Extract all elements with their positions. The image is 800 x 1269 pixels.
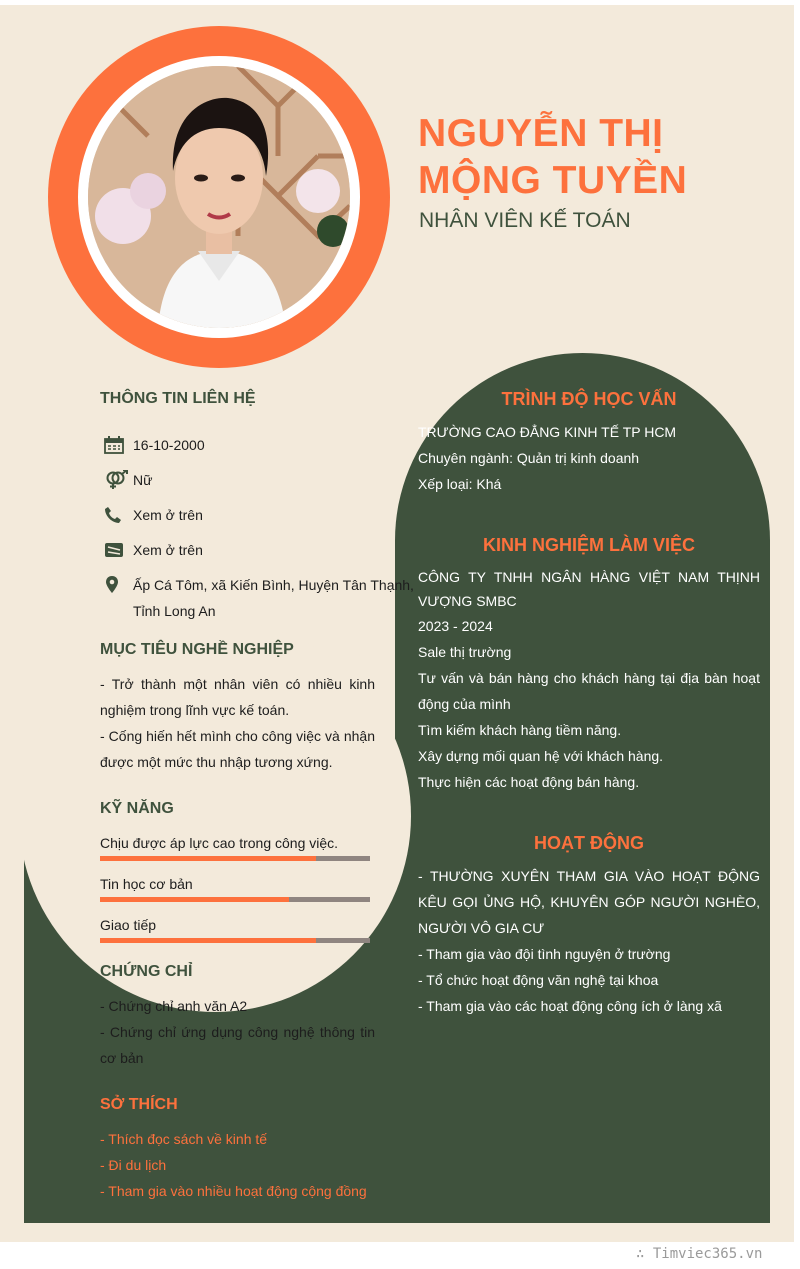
footer-watermark[interactable]: ∴ Timviec365.vn [636, 1246, 763, 1262]
objective-line: - Cống hiến hết mình cho công việc và nhận được một mức thu nhập tương xứng. [100, 728, 375, 770]
hobby-item: - Thích đọc sách về kinh tế [100, 1131, 268, 1147]
email-icon [104, 540, 128, 560]
skill-label: Chịu được áp lực cao trong công việc. [100, 835, 339, 851]
skills-heading: KỸ NĂNG [100, 800, 174, 817]
objective-heading: MỤC TIÊU NGHỀ NGHIỆP [100, 641, 294, 658]
education-major: Chuyên ngành: Quản trị kinh doanh [418, 450, 640, 466]
experience-task: Xây dựng mối quan hệ với khách hàng. [418, 748, 664, 764]
education-school: TRƯỜNG CAO ĐẲNG KINH TẾ TP HCM [418, 424, 677, 440]
hobbies-text [100, 1126, 400, 1204]
contact-birthday [104, 435, 205, 458]
experience-details [418, 613, 760, 795]
candidate-name-line1: NGUYỄN THỊ [418, 112, 664, 155]
certificates-text [100, 993, 375, 1071]
skill-label: Tin học cơ bản [100, 876, 193, 892]
candidate-name-line2: MỘNG TUYỀN [418, 159, 688, 202]
job-title: NHÂN VIÊN KẾ TOÁN [419, 209, 631, 232]
experience-task: Thực hiện các hoạt động bán hàng. [418, 774, 640, 790]
activities-heading: HOẠT ĐỘNG [534, 833, 644, 853]
certificate-item: - Chứng chỉ anh văn A2 [100, 998, 248, 1014]
activity-item: - Tham gia vào đội tình nguyện ở trường [418, 946, 671, 962]
gender-text: Nữ [133, 472, 153, 488]
activity-item: - Tham gia vào các hoạt động công ích ở làng xã [418, 998, 722, 1014]
skill-bar-fill [100, 897, 289, 902]
education-heading: TRÌNH ĐỘ HỌC VẤN [501, 389, 677, 409]
contact-phone [104, 505, 203, 528]
experience-role: Sale thị trường [418, 644, 512, 660]
education-grade: Xếp loại: Khá [418, 476, 502, 492]
hobbies-heading: SỞ THÍCH [100, 1096, 178, 1113]
skill-bar [100, 856, 370, 861]
calendar-icon [104, 435, 128, 455]
experience-company: CÔNG TY TNHH NGÂN HÀNG VIỆT NAM THỊNH VƯỢNG SMBC [418, 569, 760, 609]
phone-icon [104, 505, 128, 525]
skill-bar [100, 938, 370, 943]
objective-text [100, 671, 375, 775]
skill-bar [100, 897, 370, 902]
contact-gender [104, 470, 152, 493]
skill-bar-fill [100, 856, 316, 861]
gender-icon [104, 470, 128, 490]
experience-heading: KINH NGHIỆM LÀM VIỆC [482, 535, 695, 555]
address-line1: Ấp Cá Tôm, xã Kiến Bình, Huyện Tân Thạnh, [133, 577, 414, 593]
location-pin-icon [104, 575, 128, 595]
certificates-heading: CHỨNG CHỈ [100, 963, 193, 980]
activity-item: - THƯỜNG XUYÊN THAM GIA VÀO HOẠT ĐỘNG KÊU GỌI ỦNG HỘ, KHUYÊN GÓP NGƯỜI NGHÈO, NGƯỜI VÔ GIA CƯ [418, 868, 760, 936]
activity-item: - Tổ chức hoạt động văn nghệ tại khoa [418, 972, 659, 988]
education-text [418, 419, 760, 497]
address-line2: Tỉnh Long An [133, 603, 216, 619]
email-text: Xem ở trên [133, 542, 203, 558]
contact-address [104, 575, 414, 624]
hobby-item: - Tham gia vào nhiều hoạt động cộng đồng [100, 1183, 367, 1199]
certificate-item: - Chứng chỉ ứng dụng công nghệ thông tin cơ bản [100, 1024, 375, 1066]
experience-period: 2023 - 2024 [418, 618, 493, 634]
experience-task: Tìm kiếm khách hàng tiềm năng. [418, 722, 622, 738]
birthday-text: 16-10-2000 [133, 437, 205, 453]
contact-email [104, 540, 203, 563]
experience-task: Tư vấn và bán hàng cho khách hàng tại địa bàn hoạt động của mình [418, 670, 760, 712]
profile-photo-illustration [88, 66, 350, 328]
address-text [133, 572, 414, 624]
objective-line: - Trở thành một nhân viên có nhiều kinh nghiệm trong lĩnh vực kế toán. [100, 676, 375, 718]
skill-label: Giao tiếp [100, 917, 157, 933]
phone-text: Xem ở trên [133, 507, 203, 523]
activities-text [418, 863, 760, 1019]
contact-heading: THÔNG TIN LIÊN HỆ [100, 390, 256, 407]
hobby-item: - Đi du lịch [100, 1157, 167, 1173]
profile-photo [88, 66, 350, 328]
skill-bar-fill [100, 938, 316, 943]
